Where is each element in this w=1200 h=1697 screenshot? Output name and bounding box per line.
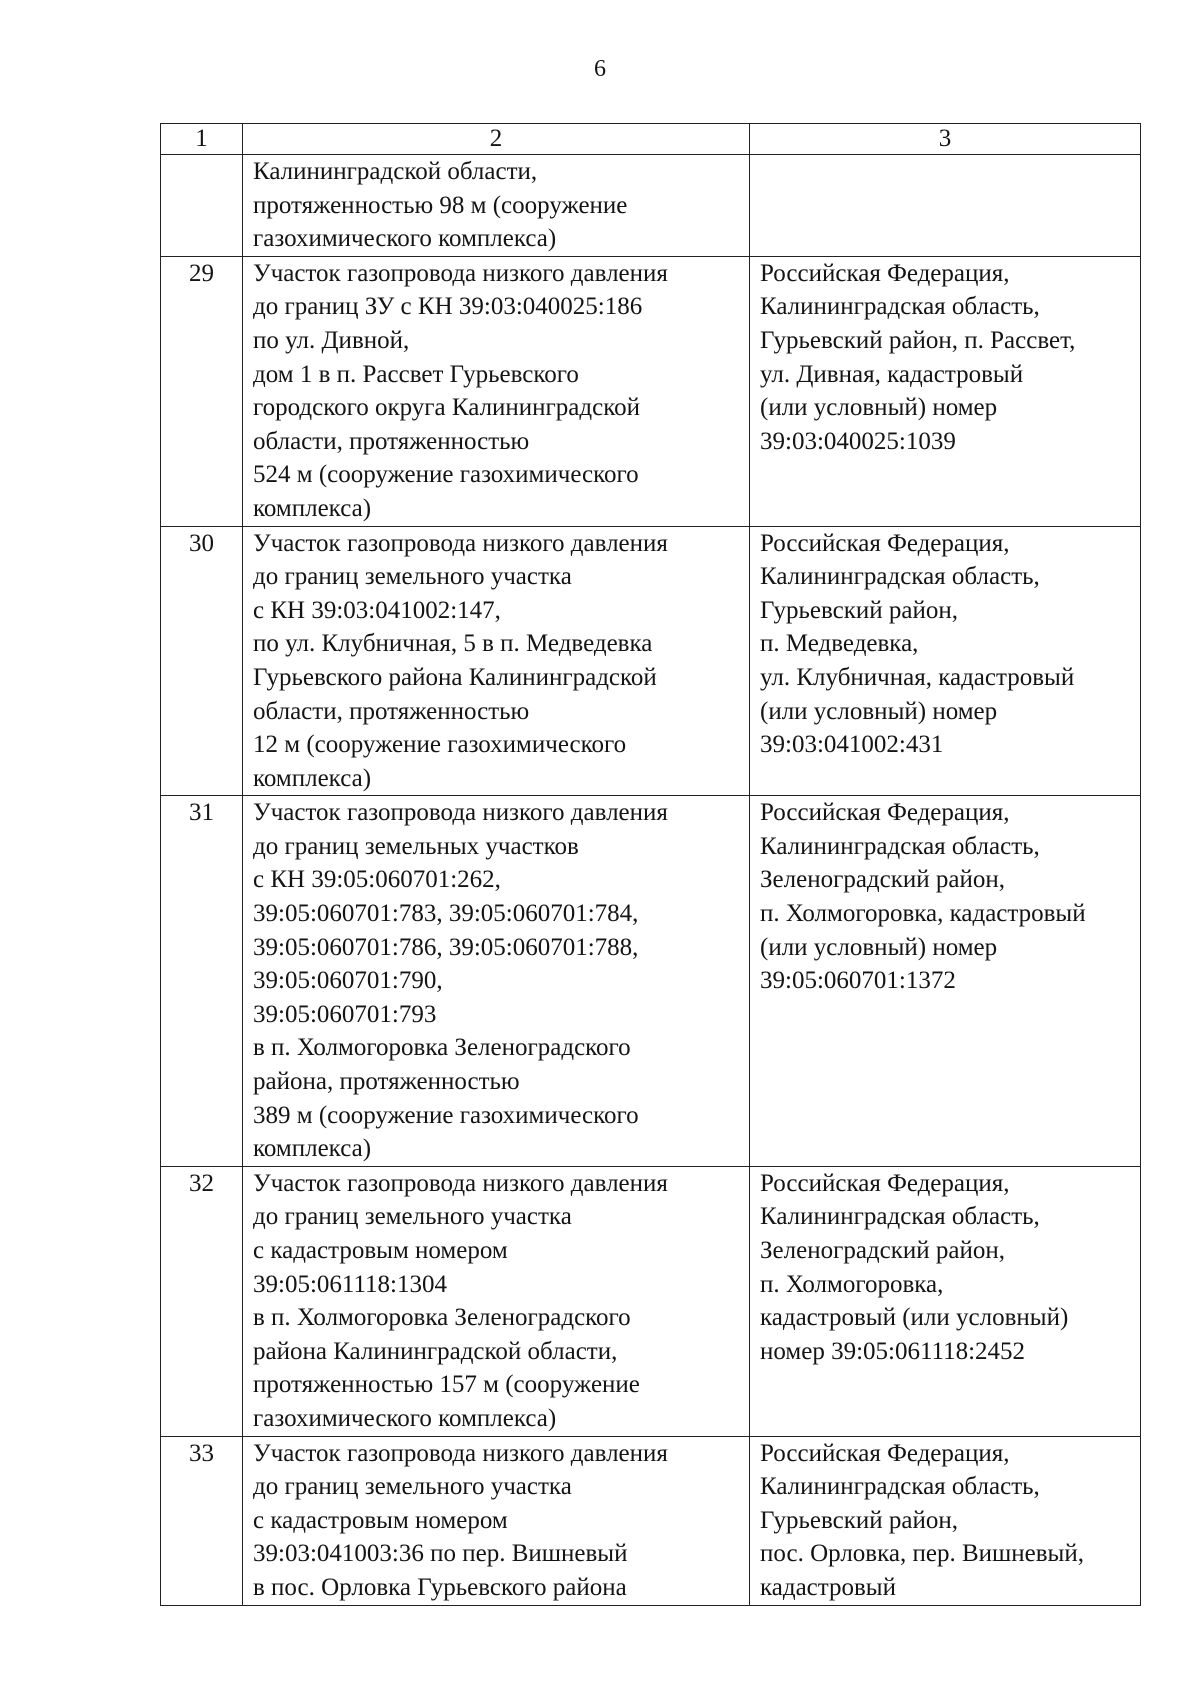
description-line: 39:05:060701:793 — [253, 1000, 437, 1028]
description-line: с КН 39:05:060701:262, — [253, 866, 501, 894]
description-line: до границ земельного участка — [253, 1473, 572, 1501]
table-row — [161, 155, 1141, 257]
object-description — [243, 1436, 750, 1605]
description-line: газохимического комплекса) — [253, 225, 557, 253]
description-line: района Калининградской области, — [253, 1337, 618, 1365]
header-col-3: 3 — [750, 124, 1141, 155]
description-line: до границ ЗУ с КН 39:03:040025:186 — [253, 293, 643, 321]
object-description — [243, 796, 750, 1167]
row-number: 31 — [161, 796, 243, 1167]
description-line: городского округа Калининградской — [253, 394, 640, 422]
description-line: Участок газопровода низкого давления — [253, 799, 668, 827]
address-line: Гурьевский район, — [760, 596, 959, 624]
address-line: п. Холмогоровка, — [760, 1270, 944, 1298]
row-number: 33 — [161, 1436, 243, 1605]
description-line: по ул. Клубничная, 5 в п. Медведевка — [253, 630, 653, 658]
address-line: Зеленоградский район, — [760, 866, 1005, 894]
table-row — [161, 526, 1141, 796]
object-address — [750, 1166, 1141, 1436]
object-address — [750, 256, 1141, 526]
table-row — [161, 1436, 1141, 1605]
address-line: Российская Федерация, — [760, 259, 1010, 287]
address-line: п. Медведевка, — [760, 630, 919, 658]
address-line: Калининградская область, — [760, 293, 1040, 321]
description-line: до границ земельного участка — [253, 563, 572, 591]
address-line: пос. Орловка, пер. Вишневый, — [760, 1540, 1084, 1568]
address-line: Российская Федерация, — [760, 1169, 1010, 1197]
description-line: района, протяженностью — [253, 1068, 520, 1096]
object-address — [750, 1436, 1141, 1605]
description-line: с кадастровым номером — [253, 1237, 508, 1264]
description-line: Участок газопровода низкого давления — [253, 259, 668, 287]
description-line: протяженностью 157 м (сооружение — [253, 1371, 640, 1399]
address-line: Зеленоградский район, — [760, 1237, 1005, 1264]
address-line: Гурьевский район, — [760, 1506, 959, 1534]
address-line: Российская Федерация, — [760, 799, 1010, 827]
object-description — [243, 155, 750, 257]
description-line: 12 м (сооружение газохимического — [253, 731, 627, 759]
row-number: 30 — [161, 526, 243, 796]
address-line: Калининградская область, — [760, 832, 1040, 860]
header-col-2: 2 — [243, 124, 750, 155]
address-line: Российская Федерация, — [760, 529, 1010, 557]
registry-table — [160, 123, 1141, 1606]
description-line: дом 1 в п. Рассвет Гурьевского — [253, 360, 579, 388]
description-line: Гурьевского района Калининградской — [253, 663, 657, 691]
table-body — [161, 155, 1141, 1606]
description-line: газохимического комплекса) — [253, 1404, 557, 1432]
row-number — [161, 155, 243, 257]
description-line: области, протяженностью — [253, 427, 530, 455]
description-line: 389 м (сооружение газохимического — [253, 1101, 639, 1129]
object-address — [750, 526, 1141, 796]
table-row — [161, 256, 1141, 526]
address-line: кадастровый — [760, 1573, 896, 1601]
page-number: 6 — [594, 56, 606, 82]
address-line: Калининградская область, — [760, 1473, 1040, 1501]
description-line: до границ земельного участка — [253, 1203, 572, 1231]
description-line: 39:05:060701:783, 39:05:060701:784, — [253, 900, 639, 928]
description-line: Калининградской области, — [253, 158, 538, 185]
address-line: ул. Дивная, кадастровый — [760, 360, 1024, 388]
object-description — [243, 256, 750, 526]
description-line: Участок газопровода низкого давления — [253, 529, 668, 557]
address-line: кадастровый (или условный) — [760, 1304, 1069, 1332]
description-line: комплекса) — [253, 494, 372, 522]
row-number: 29 — [161, 256, 243, 526]
address-line: ул. Клубничная, кадастровый — [760, 663, 1075, 691]
description-line: 39:03:041003:36 по пер. Вишневый — [253, 1540, 628, 1568]
description-line: 524 м (сооружение газохимического — [253, 461, 639, 489]
description-line: Участок газопровода низкого давления — [253, 1169, 668, 1197]
address-line: Калининградская область, — [760, 1203, 1040, 1231]
object-description — [243, 1166, 750, 1436]
header-col-1: 1 — [161, 124, 243, 155]
address-line: 39:03:041002:431 — [760, 731, 944, 759]
description-line: 39:05:060701:790, — [253, 967, 443, 995]
address-line: (или условный) номер — [760, 933, 998, 961]
object-address — [750, 796, 1141, 1167]
description-line: комплекса) — [253, 764, 372, 792]
description-line: Участок газопровода низкого давления — [253, 1439, 668, 1467]
table-header — [161, 124, 1141, 155]
description-line: протяженностью 98 м (сооружение — [253, 191, 628, 219]
object-description — [243, 526, 750, 796]
table-row — [161, 1166, 1141, 1436]
description-line: в п. Холмогоровка Зеленоградского — [253, 1034, 631, 1062]
address-line: 39:03:040025:1039 — [760, 427, 956, 455]
object-address — [750, 155, 1141, 257]
address-line: номер 39:05:061118:2452 — [760, 1337, 1026, 1365]
address-line: 39:05:060701:1372 — [760, 967, 956, 995]
description-line: 39:05:060701:786, 39:05:060701:788, — [253, 933, 639, 961]
description-line: с кадастровым номером — [253, 1506, 508, 1534]
description-line: 39:05:061118:1304 — [253, 1270, 447, 1298]
address-line: (или условный) номер — [760, 394, 998, 422]
address-line: Калининградская область, — [760, 563, 1040, 591]
description-line: до границ земельных участков — [253, 832, 579, 860]
description-line: в п. Холмогоровка Зеленоградского — [253, 1304, 631, 1332]
description-line: области, протяженностью — [253, 697, 530, 725]
description-line: по ул. Дивной, — [253, 326, 410, 354]
description-line: с КН 39:03:041002:147, — [253, 596, 501, 624]
row-number: 32 — [161, 1166, 243, 1436]
description-line: комплекса) — [253, 1135, 372, 1163]
header-row — [161, 124, 1141, 155]
address-line: Гурьевский район, п. Рассвет, — [760, 326, 1076, 354]
address-line: п. Холмогоровка, кадастровый — [760, 900, 1086, 928]
table-row — [161, 796, 1141, 1167]
address-line: (или условный) номер — [760, 697, 998, 725]
description-line: в пос. Орловка Гурьевского района — [253, 1573, 627, 1601]
address-line: Российская Федерация, — [760, 1439, 1010, 1467]
